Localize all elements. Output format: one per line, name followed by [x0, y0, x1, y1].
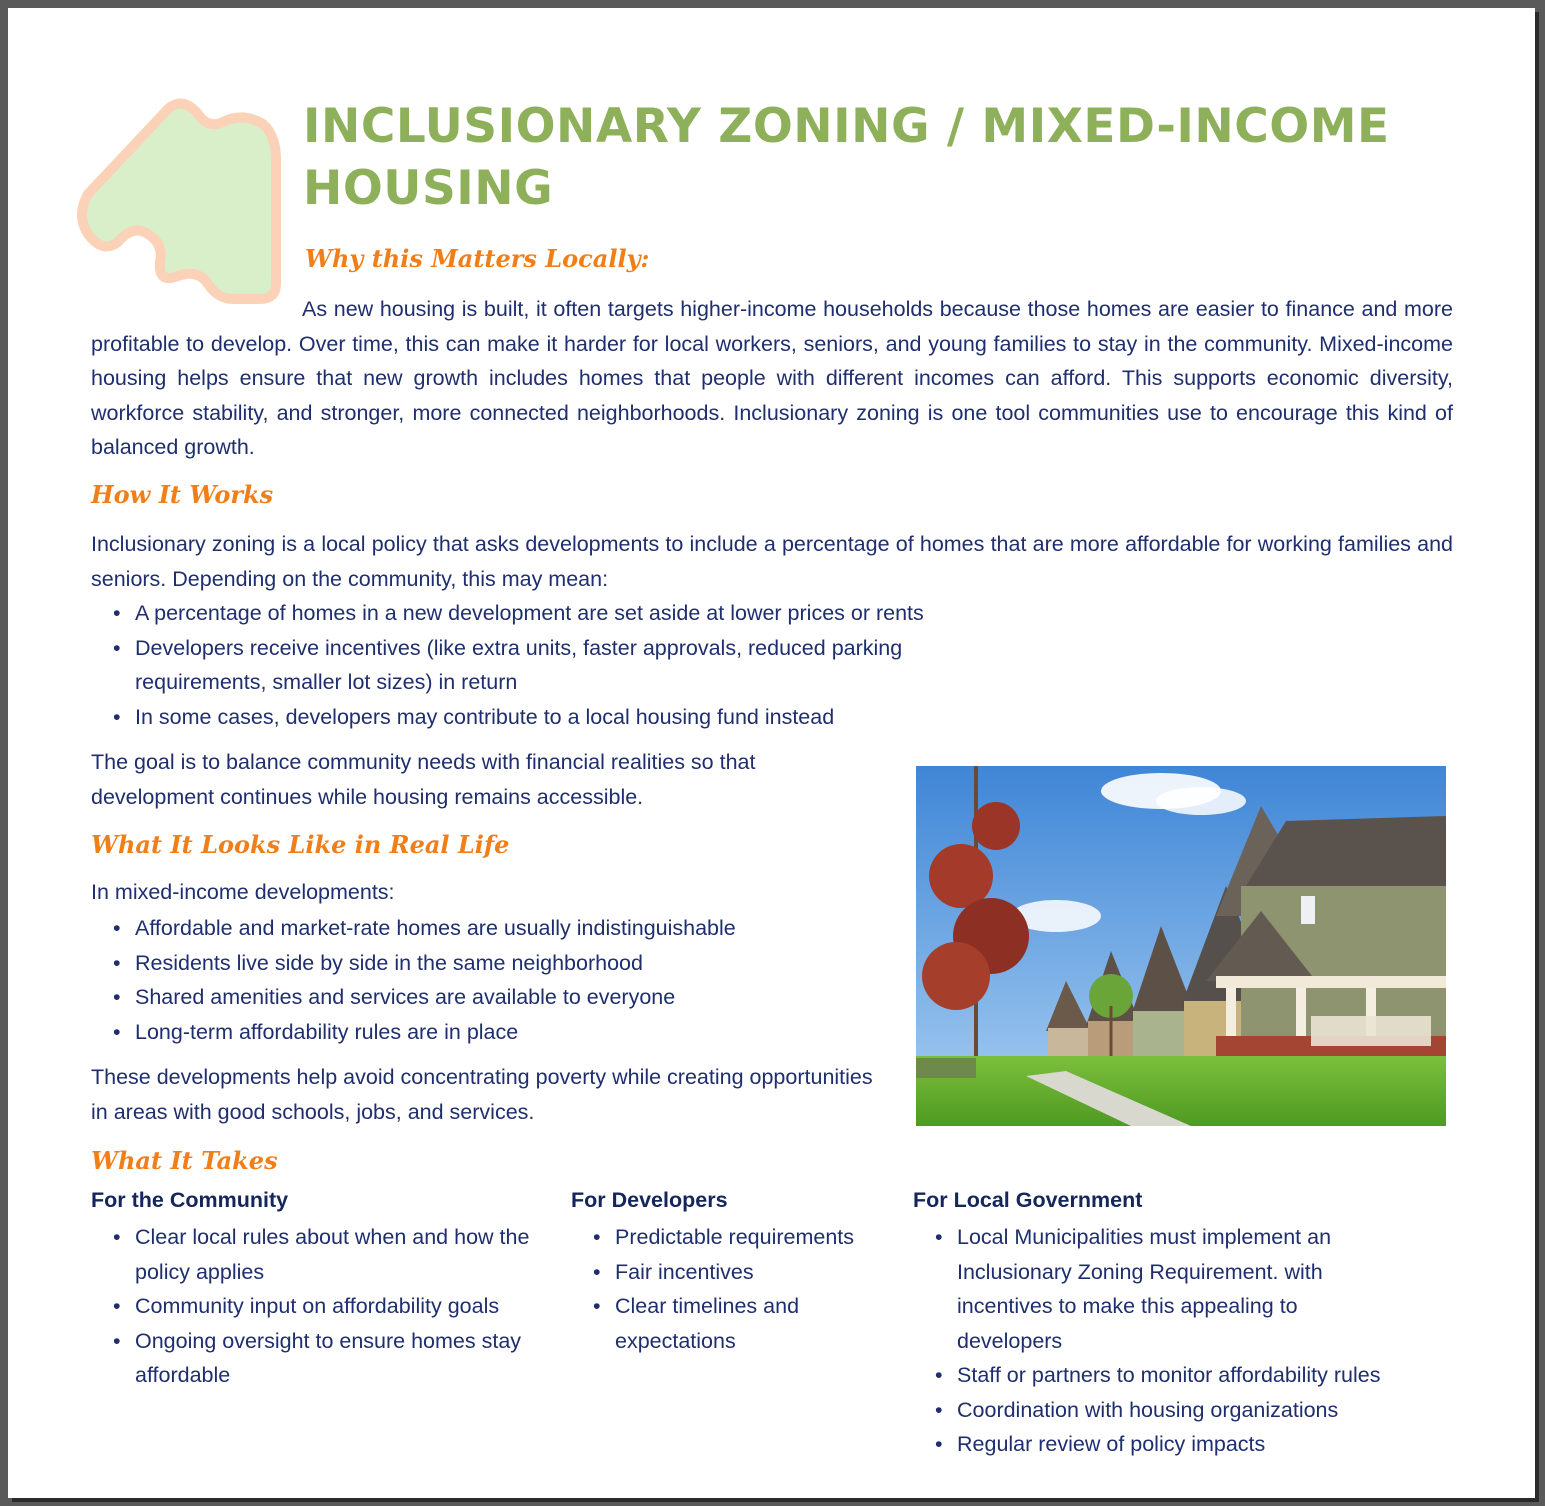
takes-heading: What It Takes: [91, 1146, 278, 1175]
page-title: INCLUSIONARY ZONING / MIXED-INCOME HOUSING: [303, 99, 1390, 216]
why-heading: Why this Matters Locally:: [305, 244, 650, 273]
why-paragraph: As new housing is built, it often targets higher-income households because those homes are easier to finance and more profitable to develop. Over time, this can make it harder for local workers, seniors, and young families to stay in the community. Mixed-income housing helps ensure that new growth includes homes that people with different incomes can afford. This supports economic diversity, workforce stability, and stronger, more connected neighborhoods. Inclusionary zoning is one tool communities use to encourage this kind of balanced growth.: [91, 297, 1453, 459]
how-intro: Inclusionary zoning is a local policy that asks developments to include a percentage of homes that are more affordable for working families and seniors. Depending on the community, this may mean:: [91, 532, 1453, 591]
house-row-photo: [916, 766, 1446, 1126]
list-item: • Developers receive incentives (like extra units, faster approvals, reduced parking requirements, smaller lot sizes) in return: [91, 631, 935, 700]
real-life-intro: In mixed-income developments:: [91, 880, 395, 904]
how-heading: How It Works: [91, 480, 274, 509]
list-item: • Staff or partners to monitor affordability rules: [913, 1358, 1473, 1393]
list-item: • Residents live side by side in the same neighborhood: [91, 946, 881, 981]
document-page: [8, 8, 1535, 1498]
list-item: • Shared amenities and services are available to everyone: [91, 980, 881, 1015]
list-item: • Affordable and market-rate homes are usually indistinguishable: [91, 911, 881, 946]
list-item: • Ongoing oversight to ensure homes stay affordable: [91, 1324, 576, 1393]
list-item: • Community input on affordability goals: [91, 1289, 576, 1324]
list-item: • Long-term affordability rules are in place: [91, 1015, 881, 1050]
list-item: • Clear timelines and expectations: [571, 1289, 855, 1358]
list-item: • Fair incentives: [571, 1255, 906, 1290]
real-life-bullet-list: [91, 911, 881, 1049]
community-bullet-list: [91, 1220, 576, 1393]
real-life-outro: These developments help avoid concentrating poverty while creating opportunities in areas with good schools, jobs, and services.: [91, 1065, 873, 1124]
developers-heading: For Developers: [571, 1188, 728, 1212]
government-bullet-list: [913, 1220, 1473, 1462]
puzzle-piece-icon: [48, 84, 288, 314]
list-item: • In some cases, developers may contribute to a local housing fund instead: [91, 700, 961, 735]
list-item: • Coordination with housing organizations: [913, 1393, 1473, 1428]
how-goal: The goal is to balance community needs with financial realities so that development continues while housing remains accessible.: [91, 750, 756, 809]
list-item: • Regular review of policy impacts: [913, 1427, 1473, 1462]
real-life-heading: What It Looks Like in Real Life: [91, 830, 510, 859]
list-item: • A percentage of homes in a new development are set aside at lower prices or rents: [91, 596, 961, 631]
list-item: • Clear local rules about when and how the policy applies: [91, 1220, 576, 1289]
list-item: • Predictable requirements: [571, 1220, 906, 1255]
government-heading: For Local Government: [913, 1188, 1143, 1212]
list-item: • Local Municipalities must implement an Inclusionary Zoning Requirement. with incentives to make this appealing to developers: [913, 1220, 1397, 1358]
developers-bullet-list: [571, 1220, 906, 1358]
community-heading: For the Community: [91, 1188, 289, 1212]
how-bullet-list: [91, 596, 961, 734]
